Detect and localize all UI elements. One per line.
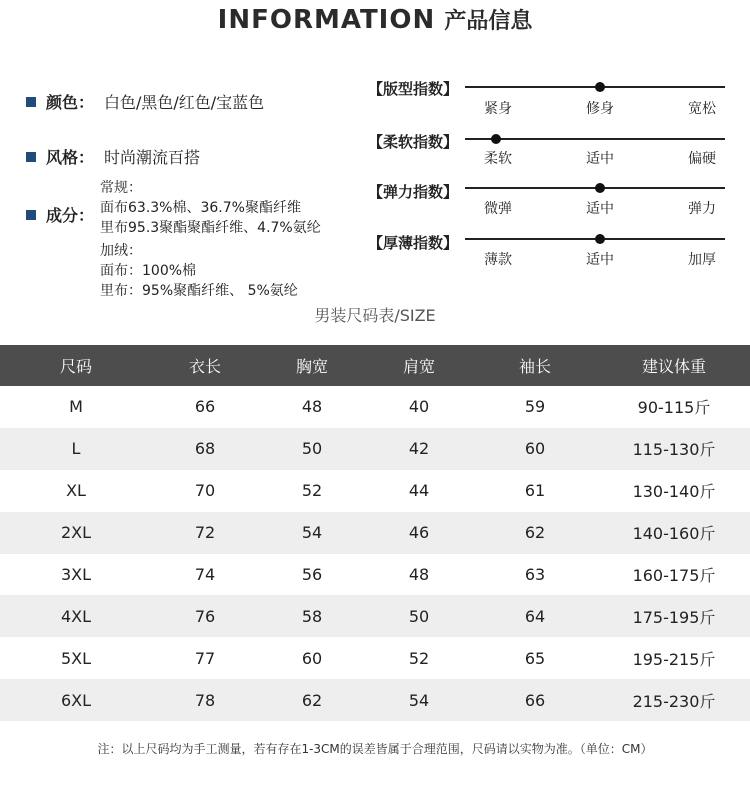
cell-length: 70 [194,481,216,501]
header-sleeve: 袖长 [472,345,598,386]
thickness-index-marker [595,234,605,244]
fit-index-option: 修身 [586,101,614,117]
cell-shoulder: 44 [408,481,430,501]
elasticity-index-marker [595,183,605,193]
cell-size: 5XL [60,648,92,668]
cell-size: L [0,428,152,470]
header-weight: 建议体重 [598,345,750,386]
composition-line: 面布：100%棉 [100,263,197,279]
cell-sleeve: 64 [472,595,598,637]
cell-sleeve: 63 [524,565,546,584]
cell-shoulder: 46 [366,512,472,554]
composition-label: 成分： [46,206,95,225]
table-row [0,512,750,554]
table-row [0,470,750,512]
thickness-index-option: 适中 [586,252,614,268]
cell-sleeve: 61 [524,481,546,501]
cell-shoulder: 40 [408,397,430,417]
table-row [0,554,750,596]
cell-weight: 130-140斤 [632,482,716,502]
fit-index-label: 【版型指数】 [368,80,459,98]
cell-size: 6XL [0,679,152,721]
cell-length: 76 [152,595,258,637]
cell-sleeve: 65 [524,648,546,668]
cell-length: 78 [152,679,258,721]
color-value: 白色/黑色/红色/宝蓝色 [104,93,265,112]
header-length: 衣长 [152,345,258,386]
elasticity-index-label: 【弹力指数】 [368,183,459,201]
thickness-index-option: 薄款 [484,252,512,268]
composition-bullet-icon [26,210,36,220]
color-bullet-icon [26,97,36,107]
cell-size: 2XL [0,512,152,554]
composition-line: 常规： [100,180,142,196]
table-row [0,679,750,721]
cell-weight: 140-160斤 [598,512,750,554]
composition-line: 加绒： [100,243,142,259]
composition-line: 里布95.3聚酯聚酯纤维、4.7%氨纶 [100,220,321,236]
cell-weight: 160-175斤 [632,566,716,585]
table-row [0,428,750,470]
composition-line: 面布63.3%棉、36.7%聚酯纤维 [100,200,301,216]
cell-chest: 50 [258,428,366,470]
cell-chest: 54 [258,512,366,554]
fit-index-option: 紧身 [484,101,512,117]
softness-index-label: 【柔软指数】 [368,133,459,151]
cell-sleeve: 59 [524,397,546,417]
measurement-note: 注：以上尺码均为手工测量，若有存在1-3CM的误差皆属于合理范围，尺码请以实物为准。（单位：CM） [97,742,653,756]
cell-chest: 52 [301,481,323,501]
softness-index-marker [491,134,501,144]
cell-chest: 56 [301,565,323,584]
fit-index-option: 宽松 [688,101,716,117]
cell-weight: 175-195斤 [598,595,750,637]
table-row [0,386,750,428]
cell-size: M [69,397,83,417]
cell-length: 74 [194,565,216,584]
cell-sleeve: 60 [472,428,598,470]
cell-shoulder: 52 [408,648,430,668]
page-title [0,4,750,35]
elasticity-index-option: 微弹 [484,201,512,217]
cell-size: XL [66,481,86,501]
style-label: 风格： [46,148,95,167]
softness-index-option: 适中 [586,151,614,167]
elasticity-index-option: 适中 [586,201,614,217]
cell-chest: 60 [301,648,323,668]
header-size: 尺码 [0,345,152,386]
style-value: 时尚潮流百搭 [104,148,201,167]
size-table-caption: 男装尺码表/SIZE [314,306,436,325]
cell-length: 68 [152,428,258,470]
cell-chest: 48 [301,397,323,417]
fit-index-marker [595,82,605,92]
elasticity-index-option: 弹力 [688,201,716,217]
cell-length: 77 [194,648,216,668]
cell-size: 3XL [60,565,92,584]
style-bullet-icon [26,152,36,162]
title-english: INFORMATION [217,5,436,35]
table-row [0,595,750,637]
cell-shoulder: 50 [366,595,472,637]
cell-chest: 62 [258,679,366,721]
cell-shoulder: 42 [366,428,472,470]
cell-sleeve: 66 [472,679,598,721]
cell-weight: 215-230斤 [598,679,750,721]
table-row [0,637,750,679]
cell-size: 4XL [0,595,152,637]
cell-weight: 90-115斤 [637,398,711,418]
composition-line: 里布：95%聚酯纤维、 5%氨纶 [100,283,298,299]
softness-index-option: 偏硬 [688,151,716,167]
color-label: 颜色： [46,93,95,112]
cell-shoulder: 54 [366,679,472,721]
title-chinese: 产品信息 [444,9,533,34]
cell-weight: 115-130斤 [598,428,750,470]
softness-index-scale [465,138,725,140]
cell-length: 72 [152,512,258,554]
header-shoulder: 肩宽 [366,345,472,386]
header-chest: 胸宽 [258,345,366,386]
cell-chest: 58 [258,595,366,637]
thickness-index-option: 加厚 [688,252,716,268]
cell-shoulder: 48 [408,565,430,584]
cell-sleeve: 62 [472,512,598,554]
cell-weight: 195-215斤 [632,649,716,669]
size-table [0,345,750,721]
cell-length: 66 [194,397,216,417]
softness-index-option: 柔软 [484,151,512,167]
thickness-index-label: 【厚薄指数】 [368,234,459,252]
size-table-header-row [0,345,750,386]
